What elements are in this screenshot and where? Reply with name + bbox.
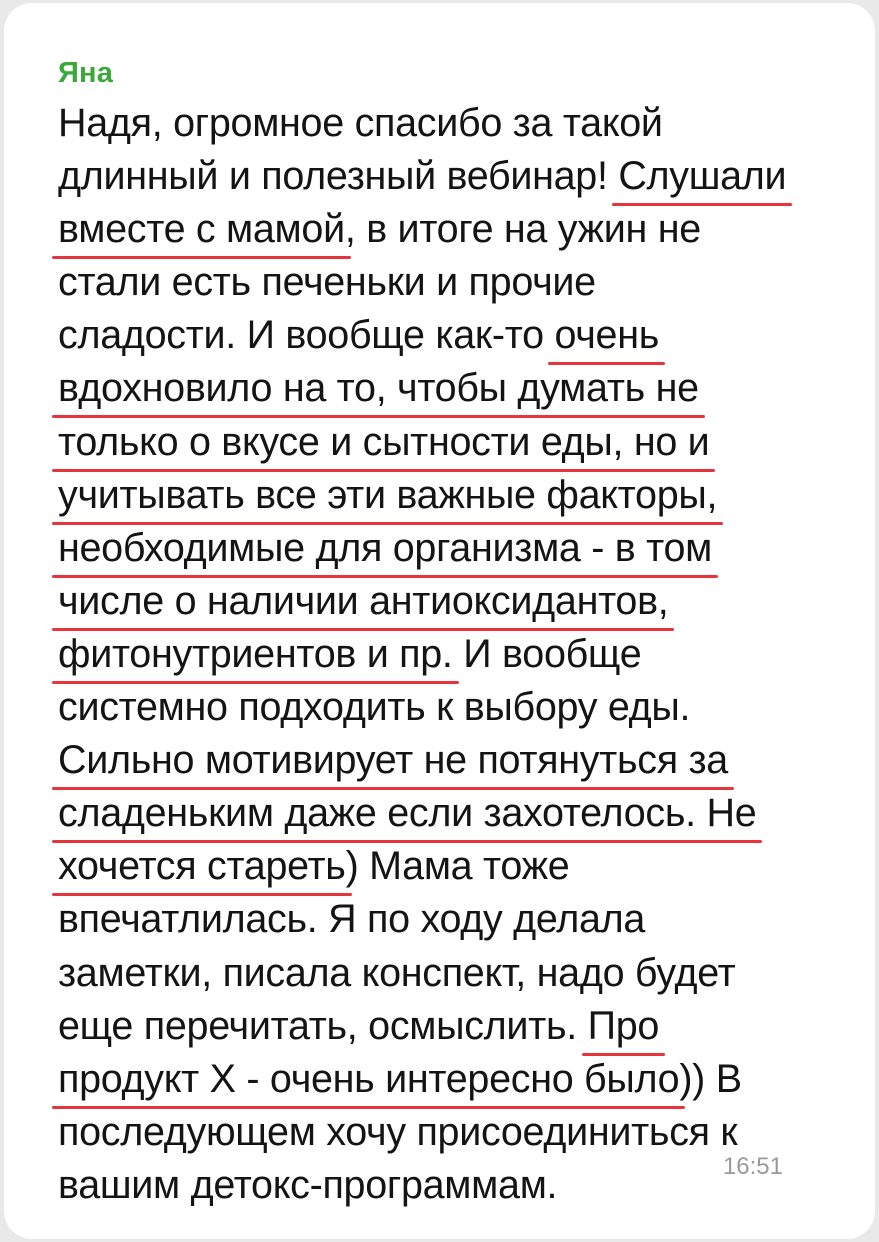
message-line (58, 1106, 848, 1159)
message-bubble[interactable] (4, 3, 875, 1239)
message-line (58, 469, 848, 522)
message-line (58, 681, 848, 734)
sender-name[interactable]: Яна (58, 57, 114, 89)
message-line (58, 362, 848, 415)
message-line (58, 575, 848, 628)
text-segment: впечатлилась. Я по ходу делала (58, 897, 646, 942)
underlined-phrase: очень (554, 313, 659, 358)
text-segment: стали есть печеньки и прочие (58, 260, 596, 305)
text-segment: системно подходить к выбору еды. (58, 685, 691, 730)
message-line (58, 893, 848, 946)
message-text (58, 97, 848, 1212)
message-line (58, 522, 848, 575)
text-segment: сладости. И вообще как-то (58, 313, 555, 358)
underlined-phrase: сладеньким даже если захотелось. Не (58, 791, 757, 836)
underlined-phrase: Про (587, 1003, 660, 1048)
message-line (58, 734, 848, 787)
message-line (58, 150, 848, 203)
text-segment: еще перечитать, осмыслить. (58, 1003, 588, 1048)
message-line (58, 840, 848, 893)
text-segment: последующем хочу присоединиться к (58, 1109, 738, 1154)
message-line (58, 416, 848, 469)
text-segment: заметки, писала конспект, надо будет (58, 950, 736, 995)
underlined-phrase: фитонутриентов и пр. (58, 631, 453, 676)
text-segment: И вообще (452, 631, 642, 676)
message-timestamp: 16:51 (722, 1153, 783, 1180)
text-segment: Надя, огромное спасибо за такой (58, 101, 663, 145)
underlined-phrase: вместе с мамой (58, 207, 345, 252)
message-line (58, 309, 848, 362)
message-line (58, 947, 848, 1000)
message-line (58, 256, 848, 309)
text-segment: длинный и полезный вебинар! (58, 154, 619, 199)
text-segment: )) В (679, 1056, 742, 1101)
text-segment: вашим детокс-программам. (58, 1162, 558, 1207)
underlined-phrase: продукт Х - очень интересно было (58, 1056, 680, 1101)
underlined-phrase: вдохновило на то, чтобы думать не (58, 366, 699, 411)
underlined-phrase: числе о наличии антиоксидантов, (58, 578, 669, 623)
message-line (58, 628, 848, 681)
underlined-phrase: учитывать все эти важные факторы, (58, 472, 718, 517)
underlined-phrase: Слушали (618, 154, 787, 199)
message-line (58, 1000, 848, 1053)
underlined-phrase: необходимые для организма - в том (58, 525, 713, 570)
text-segment: , в итоге на ужин не (344, 207, 701, 252)
message-line (58, 203, 848, 256)
text-segment: ) Мама тоже (345, 844, 570, 889)
message-line (58, 97, 848, 150)
underlined-phrase: хочется стареть (58, 844, 346, 889)
underlined-phrase: Сильно мотивирует не потянуться за (58, 738, 728, 783)
underlined-phrase: только о вкусе и сытности еды, но и (58, 419, 710, 464)
message-line (58, 787, 848, 840)
message-line (58, 1053, 848, 1106)
